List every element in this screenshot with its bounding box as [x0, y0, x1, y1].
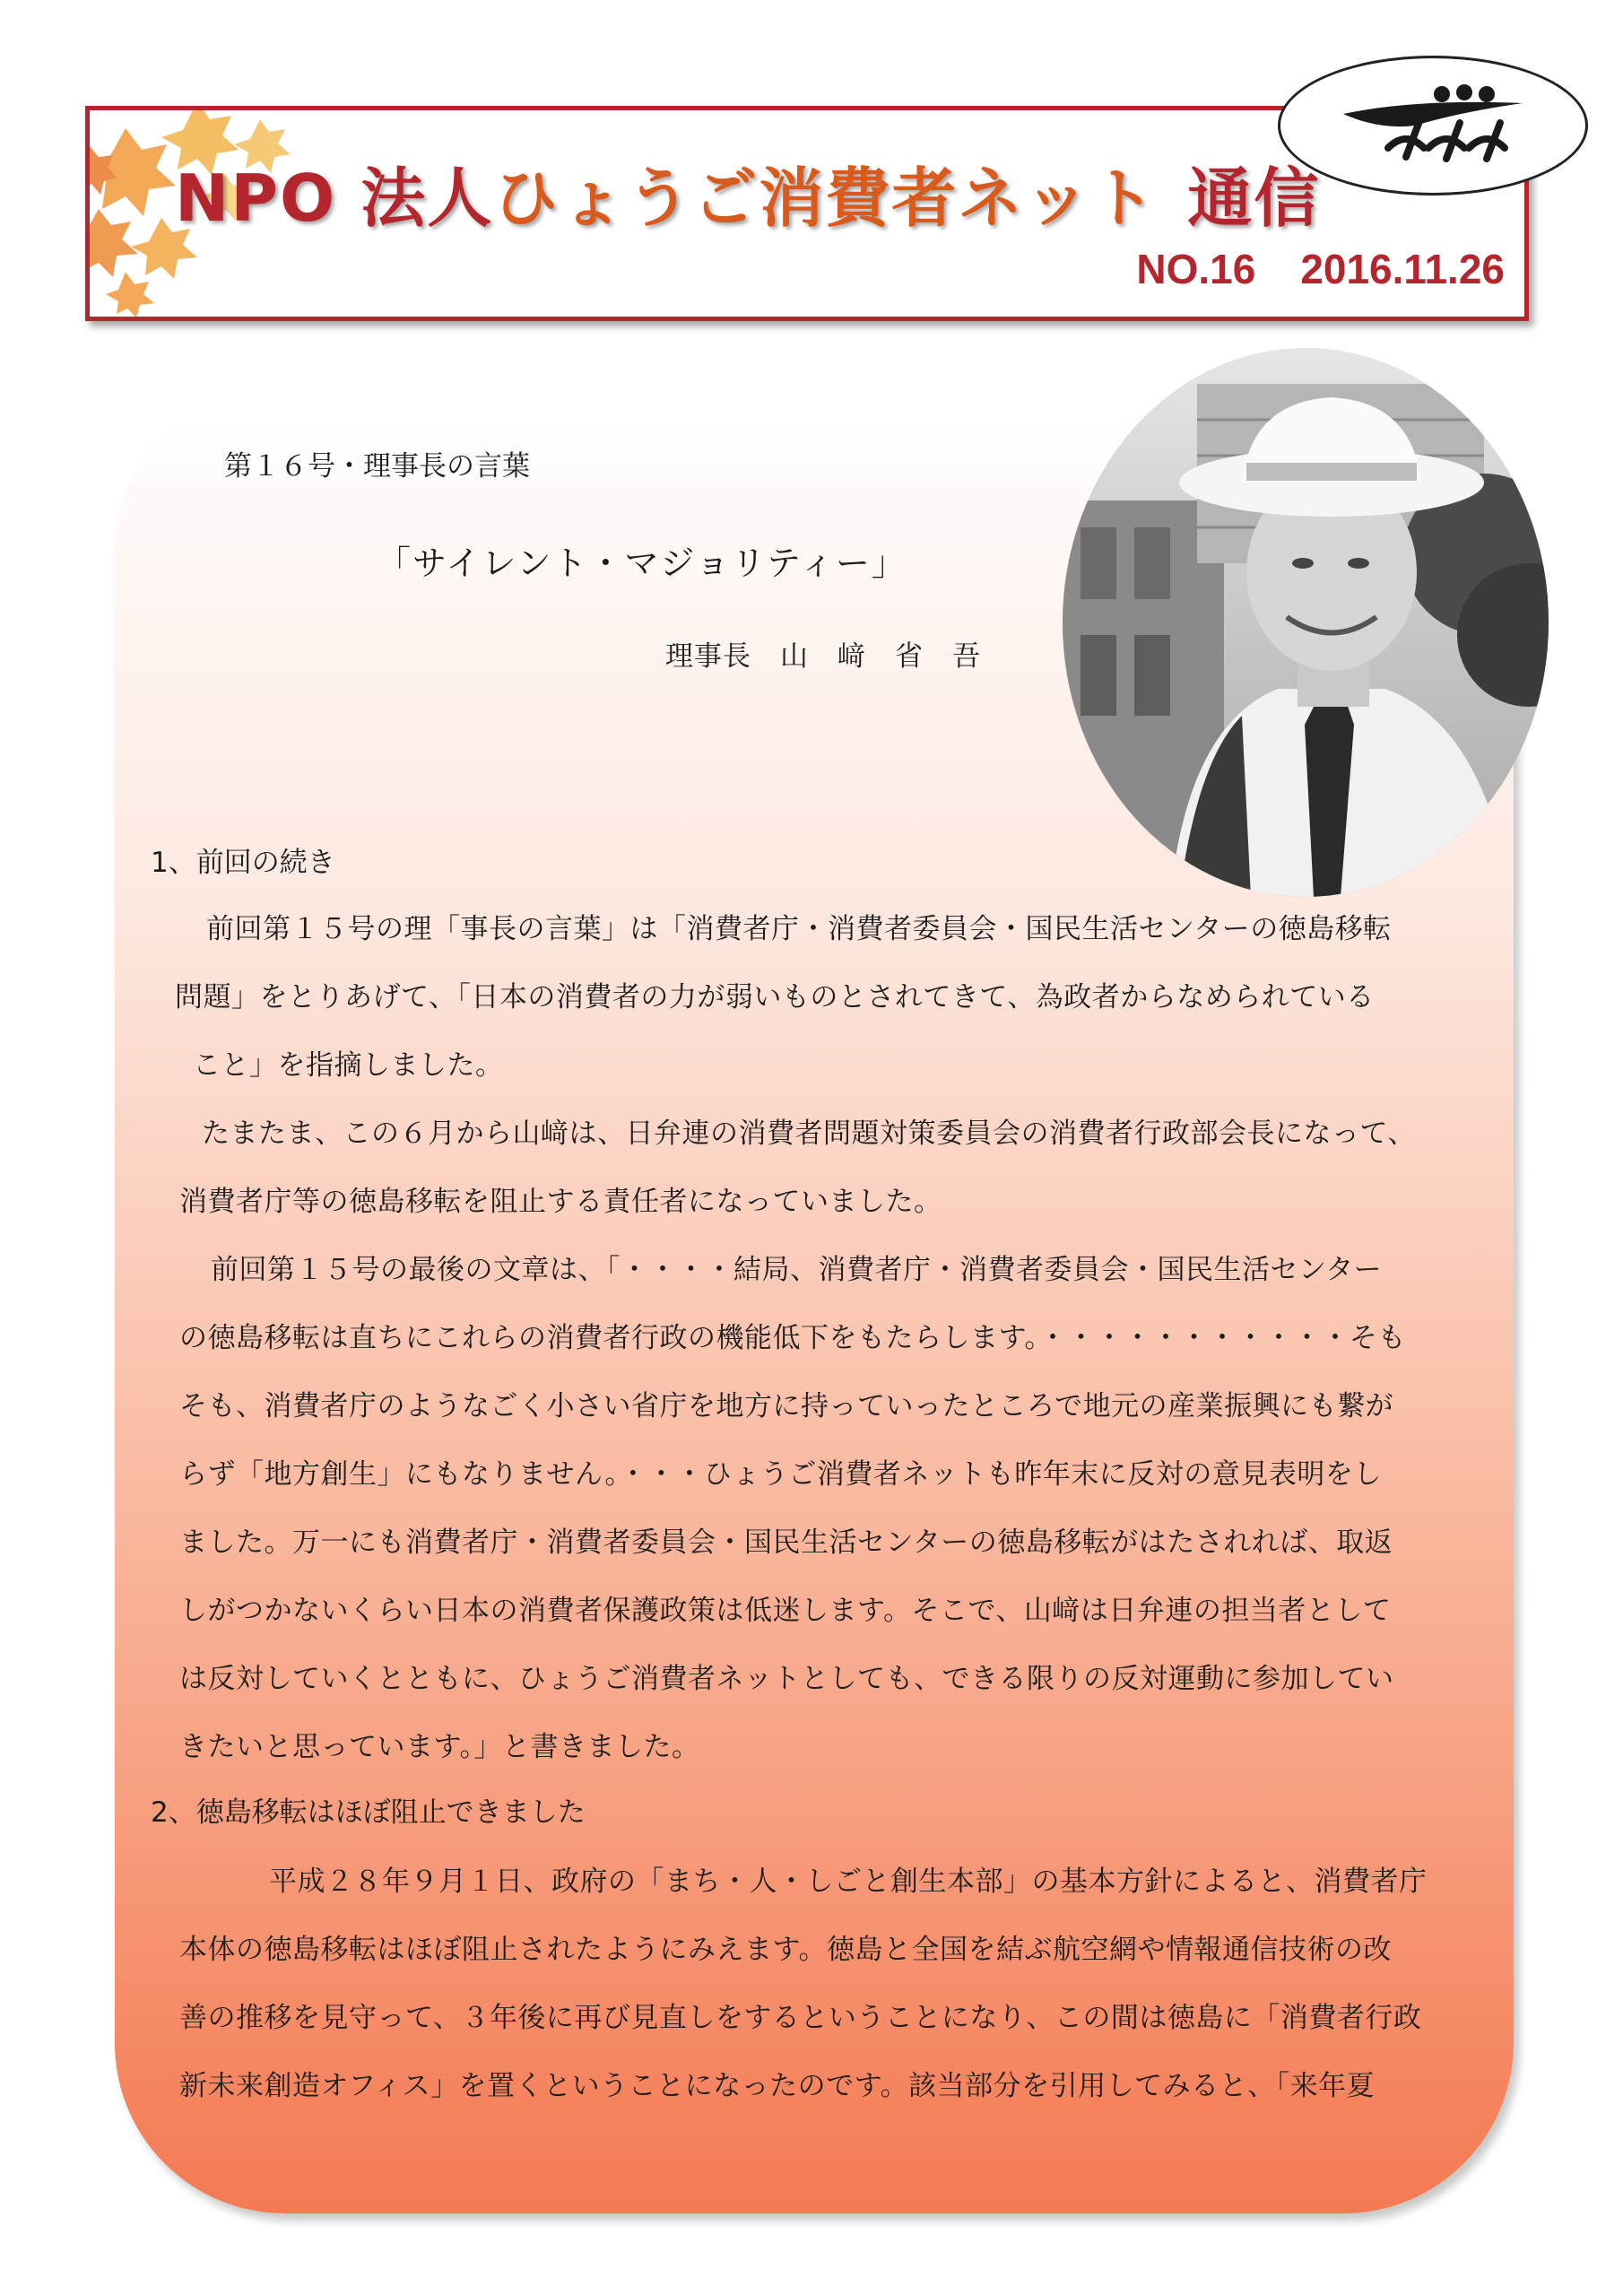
section-2-line: 善の推移を見守って、３年後に再び見直しをするということになり、この間は徳島に「消費者行政 [179, 2002, 1422, 2034]
section-2-heading: 2、徳島移転はほぼ阻止できました [151, 1796, 586, 1829]
article-title: 「サイレント・マジョリティー」 [377, 544, 907, 583]
portrait-photo [1063, 348, 1549, 897]
issue-date: 2016.11.26 [1300, 246, 1505, 292]
section-2-line: 平成２８年９月１日、政府の「まち・人・しごと創生本部」の基本方針によると、消費者庁 [269, 1866, 1428, 1898]
section-2-line: 新未来創造オフィス」を置くということになったのです。該当部分を引用してみると、「来年夏 [179, 2070, 1376, 2102]
section-1-line: たまたま、この６月から山﨑は、日弁連の消費者問題対策委員会の消費者行政部会長になって、 [202, 1118, 1416, 1150]
section-1-line: こと」を指摘しました。 [193, 1049, 504, 1082]
section-1-line: の徳島移転は直ちにこれらの消費者行政の機能低下をもたらします。・・・・・・・・・・・そも [179, 1322, 1407, 1354]
section-1-line: 前回第１５号の最後の文章は、「・・・・結局、消費者庁・消費者委員会・国民生活センター [211, 1254, 1383, 1286]
section-1-line: は反対していくとともに、ひょうご消費者ネットとしても、できる限りの反対運動に参加してい [179, 1663, 1394, 1695]
section-1-line: 消費者庁等の徳島移転を阻止する責任者になっていました。 [179, 1186, 942, 1218]
section-2-line: 本体の徳島移転はほぼ阻止されたようにみえます。徳島と全国を結ぶ航空網や情報通信技術の改 [179, 1934, 1393, 1966]
section-1-line: らず「地方創生」にもなりません。・・・ひょうご消費者ネットも昨年末に反対の意見表明をし [179, 1458, 1382, 1491]
section-1-line: ました。万一にも消費者庁・消費者委員会・国民生活センターの徳島移転がはたされれば、取返 [179, 1526, 1393, 1559]
section-1-line: しがつかないくらい日本の消費者保護政策は低迷します。そこで、山﨑は日弁連の担当者として [179, 1595, 1392, 1627]
title-npo: NPO 法人 [175, 161, 494, 236]
newsletter-title [175, 146, 1320, 239]
article-author: 理事長 山 﨑 省 吾 [665, 640, 981, 673]
title-tail: 通信 [1187, 161, 1321, 236]
people-logo-icon [1280, 58, 1585, 193]
issue-number: NO.16 [1136, 246, 1256, 292]
section-1-line: そも、消費者庁のようなごく小さい省庁を地方に持っていったところで地元の産業振興にも繋が [179, 1390, 1394, 1422]
issue-info [1136, 245, 1505, 293]
section-1-line: きたいと思っています。」と書きました。 [179, 1731, 700, 1763]
section-1-line: 問題」をとりあげて、「日本の消費者の力が弱いものとされてきて、為政者からなめられている [175, 981, 1375, 1013]
section-1-heading: 1、前回の続き [151, 847, 335, 879]
organization-logo [1278, 56, 1588, 196]
section-label: 第１６号・理事長の言葉 [224, 450, 530, 483]
section-1-line: 前回第１５号の理「事長の言葉」は「消費者庁・消費者委員会・国民生活センターの徳島移転 [206, 913, 1392, 945]
title-organization: ひょうご消費者ネット [493, 161, 1158, 236]
